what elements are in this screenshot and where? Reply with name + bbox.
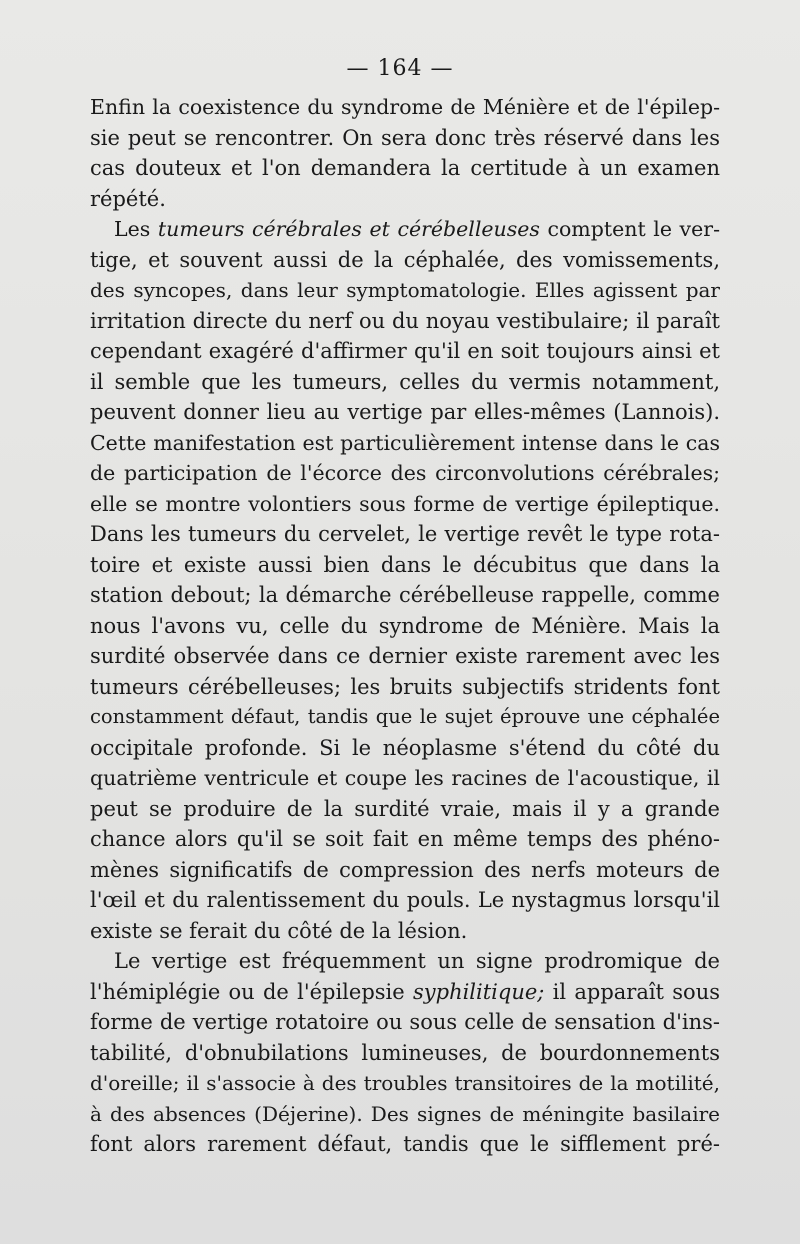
text-segment: font alors rarement défaut, tandis que le sifflement pré- <box>90 1132 720 1156</box>
text-line <box>90 306 720 337</box>
text-segment: chance alors qu'il se soit fait en même temps des phéno- <box>90 827 720 851</box>
text-segment: constamment défaut, tandis que le sujet éprouve une céphalée <box>90 705 720 728</box>
text-segment: Les <box>114 217 158 241</box>
text-line <box>90 672 720 703</box>
text-segment: à des absences (Déjerine). Des signes de méningite basilaire <box>90 1101 720 1126</box>
text-segment: cependant exagéré d'affirmer qu'il en soit toujours ainsi et <box>90 339 720 363</box>
text-line <box>90 123 720 154</box>
text-segment: toire et existe aussi bien dans le décubitus que dans la <box>90 552 720 577</box>
text-segment: elle se montre volontiers sous forme de vertige épileptique. <box>90 491 720 516</box>
text-line <box>90 977 720 1008</box>
text-segment: sie peut se rencontrer. On sera donc très réservé dans les <box>90 125 720 150</box>
paragraph <box>90 92 720 214</box>
text-segment: Cette manifestation est particulièrement intense dans le cas <box>90 430 720 455</box>
text-segment: forme de vertige rotatoire ou sous celle de sensation d'ins- <box>90 1010 720 1034</box>
text-segment: répété. <box>90 186 166 211</box>
text-line <box>90 1099 720 1130</box>
text-segment: l'œil et du ralentissement du pouls. Le nystagmus lorsqu'il <box>90 888 720 912</box>
text-line <box>90 580 720 611</box>
text-line <box>90 184 720 215</box>
text-segment: cas douteux et l'on demandera la certitude à un examen <box>90 156 720 180</box>
text-line <box>90 275 720 306</box>
text-line <box>90 794 720 825</box>
text-segment: tumeurs cérébelleuses; les bruits subjectifs stridents font <box>90 674 720 699</box>
text-line <box>90 458 720 489</box>
text-segment: peut se produire de la surdité vraie, mais il y a grande <box>90 796 720 821</box>
text-segment: occipitale profonde. Si le néoplasme s'étend du côté du <box>90 735 720 760</box>
text-line <box>90 519 720 550</box>
text-line <box>90 733 720 764</box>
text-segment: tige, et souvent aussi de la céphalée, des vomissements, <box>90 247 720 272</box>
text-segment: l'hémiplégie ou de l'épilepsie <box>90 979 413 1004</box>
text-segment: il apparaît sous <box>544 979 720 1004</box>
text-segment: Enfin la coexistence du syndrome de Ménière et de l'épilep- <box>90 95 720 119</box>
text-segment: nous l'avons vu, celle du syndrome de Ménière. Mais la <box>90 613 720 638</box>
page-number: — 164 — <box>346 56 454 81</box>
text-segment: peuvent donner lieu au vertige par elles-mêmes (Lannois). <box>90 400 720 424</box>
text-line <box>90 153 720 184</box>
text-segment: station debout; la démarche cérébelleuse rappelle, comme <box>90 583 720 607</box>
text-line <box>90 1129 720 1160</box>
text-line <box>90 641 720 672</box>
text-segment: des syncopes, dans leur symptomatologie. Elles agissent par <box>90 278 720 302</box>
text-line <box>90 916 720 947</box>
text-line <box>90 946 720 977</box>
text-segment: existe se ferait du côté de la lésion. <box>90 918 468 943</box>
text-segment: de participation de l'écorce des circonvolutions cérébrales; <box>90 461 720 485</box>
text-segment: surdité observée dans ce dernier existe rarement avec les <box>90 644 720 668</box>
text-line <box>90 1068 720 1099</box>
text-segment: il semble que les tumeurs, celles du vermis notamment, <box>90 369 720 394</box>
text-line <box>90 428 720 459</box>
text-line <box>90 611 720 642</box>
text-segment: Dans les tumeurs du cervelet, le vertige revêt le type rota- <box>90 522 720 546</box>
text-line <box>90 92 720 123</box>
text-line <box>90 367 720 398</box>
text-line <box>90 824 720 855</box>
text-line <box>90 1007 720 1038</box>
text-line <box>90 336 720 367</box>
text-segment: tabilité, d'obnubilations lumineuses, de bourdonnements <box>90 1040 720 1065</box>
paragraph <box>90 214 720 946</box>
italic-text: tumeurs cérébrales et cérébelleuses <box>157 217 540 241</box>
italic-text: syphilitique; <box>412 979 545 1004</box>
text-segment: quatrième ventricule et coupe les racines de l'acoustique, il <box>90 766 720 790</box>
text-line <box>90 245 720 276</box>
text-line <box>90 397 720 428</box>
text-line <box>90 763 720 794</box>
text-segment: irritation directe du nerf ou du noyau vestibulaire; il paraît <box>90 308 720 333</box>
text-segment: Le vertige est fréquemment un signe prodromique de <box>114 949 720 973</box>
text-line <box>90 885 720 916</box>
paragraph <box>90 946 720 1160</box>
text-line <box>90 489 720 520</box>
text-line <box>90 1038 720 1069</box>
text-segment: comptent le ver- <box>539 217 720 241</box>
text-segment: d'oreille; il s'associe à des troubles transitoires de la motilité, <box>90 1071 720 1095</box>
text-line <box>90 855 720 886</box>
text-line <box>90 702 720 733</box>
body-text <box>90 92 720 1160</box>
text-segment: mènes significatifs de compression des nerfs moteurs de <box>90 857 720 882</box>
text-line <box>90 550 720 581</box>
text-line <box>90 214 720 245</box>
